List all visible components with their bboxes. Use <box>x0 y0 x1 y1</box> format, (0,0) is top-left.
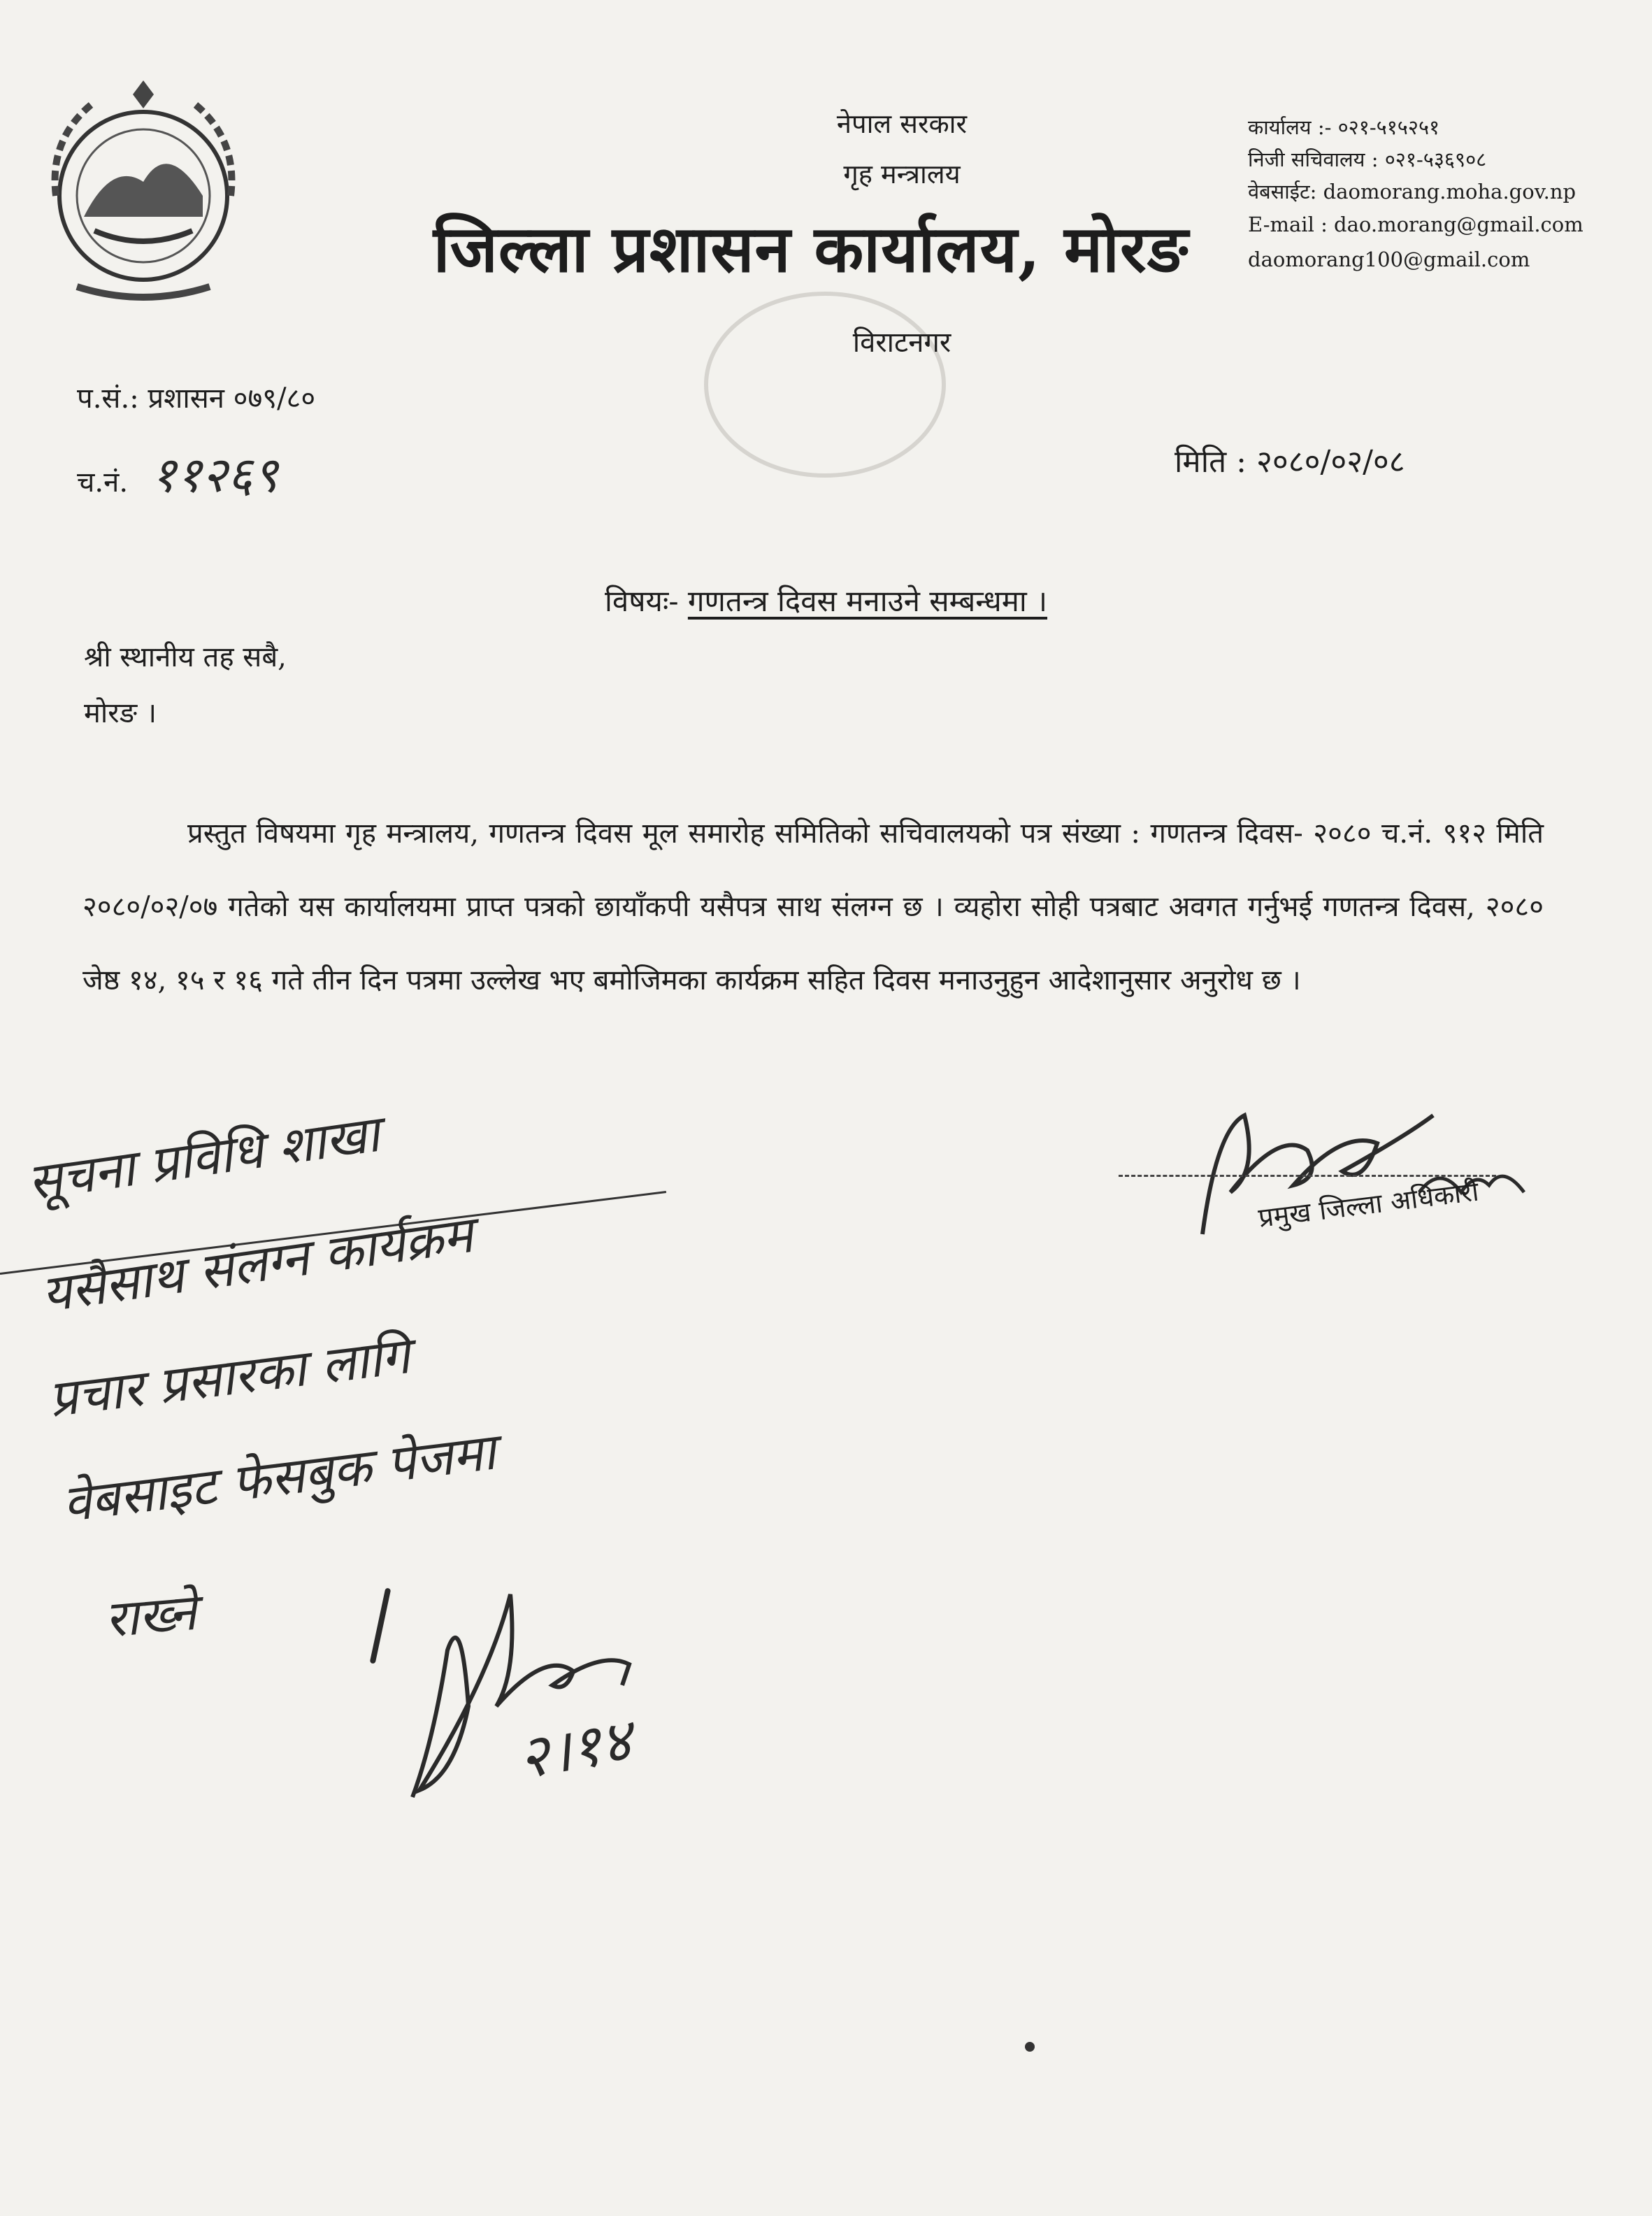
ps-label: प.सं.: <box>77 383 139 415</box>
body-paragraph: प्रस्तुत विषयमा गृह मन्त्रालय, गणतन्त्र दिवस मूल समारोह समितिको सचिवालयको पत्र संख्या : गणतन्त्र दिवस- २०८० च.नं. ९१२ मिति २०८०/०२/०७ गतेको यस कार्यालयमा प्राप्त पत्रको छायाँकपी यसैपत्र साथ संलग्न छ । व्यहोरा सोही पत्रबाट अवगत गर्नुभई गणतन्त्र दिवस, २०८० जेष्ठ १४, १५ र १६ गते तीन दिन पत्रमा उल्लेख भए बमोजिमका कार्यक्रम सहित दिवस मनाउनुहुन आदेशानुसार अनुरोध छ । <box>82 817 1544 996</box>
handwritten-line-4: वेबसाइट फेसबुक पेजमा <box>59 1422 499 1534</box>
letter-date: मिति : २०८०/०२/०८ <box>1175 444 1405 480</box>
government-name: नेपाल सरकार <box>836 108 968 139</box>
faint-stamp-icon <box>671 266 951 489</box>
letter-body <box>82 797 1544 1017</box>
reference-cn <box>77 439 278 506</box>
subject-text: गणतन्त्र दिवस मनाउने सम्बन्धमा । <box>687 584 1048 618</box>
handwritten-line-5: राख्ने <box>102 1582 199 1649</box>
contact-office-phone: कार्यालय :- ०२१-५१५२५१ <box>1248 115 1440 139</box>
nepal-emblem-icon <box>28 77 259 308</box>
contact-private-phone: निजी सचिवालय : ०२१-५३६९०८ <box>1248 148 1487 171</box>
contact-email-1: E-mail : dao.morang@gmail.com <box>1248 213 1583 236</box>
cn-value: ११२६९ <box>150 446 278 503</box>
subject-label: विषयः- <box>604 584 679 618</box>
signatory-designation: प्रमुख जिल्ला अधिकारी <box>1256 1175 1481 1234</box>
subject-line <box>0 580 1652 620</box>
addressee-line-1: श्री स्थानीय तह सबै, <box>84 641 287 673</box>
ps-value: प्रशासन ०७९/८० <box>148 383 316 415</box>
handwritten-line-3: प्रचार प्रसारका लागि <box>45 1326 413 1429</box>
addressee-line-2: मोरङ । <box>84 697 157 729</box>
handwritten-line-2: यसैसाथ संलग्न कार्यक्रम <box>38 1204 477 1324</box>
contact-email-2: daomorang100@gmail.com <box>1248 248 1530 271</box>
cn-label: च.नं. <box>77 466 129 499</box>
office-city: विराटनगर <box>852 327 951 359</box>
handwritten-line-1: सूचना प्रविधि शाखा <box>24 1103 383 1212</box>
handwritten-slash <box>370 1587 392 1664</box>
office-title: जिल्ला प्रशासन कार्यालय, मोरङ <box>433 211 1189 287</box>
ministry-name: गृह मन्त्रालय <box>843 159 961 190</box>
reference-ps <box>77 378 315 416</box>
ink-dot <box>1025 2042 1035 2052</box>
handwritten-sig-date: २।१४ <box>512 1705 637 1793</box>
contact-website: वेबसाईट: daomorang.moha.gov.np <box>1248 180 1576 203</box>
